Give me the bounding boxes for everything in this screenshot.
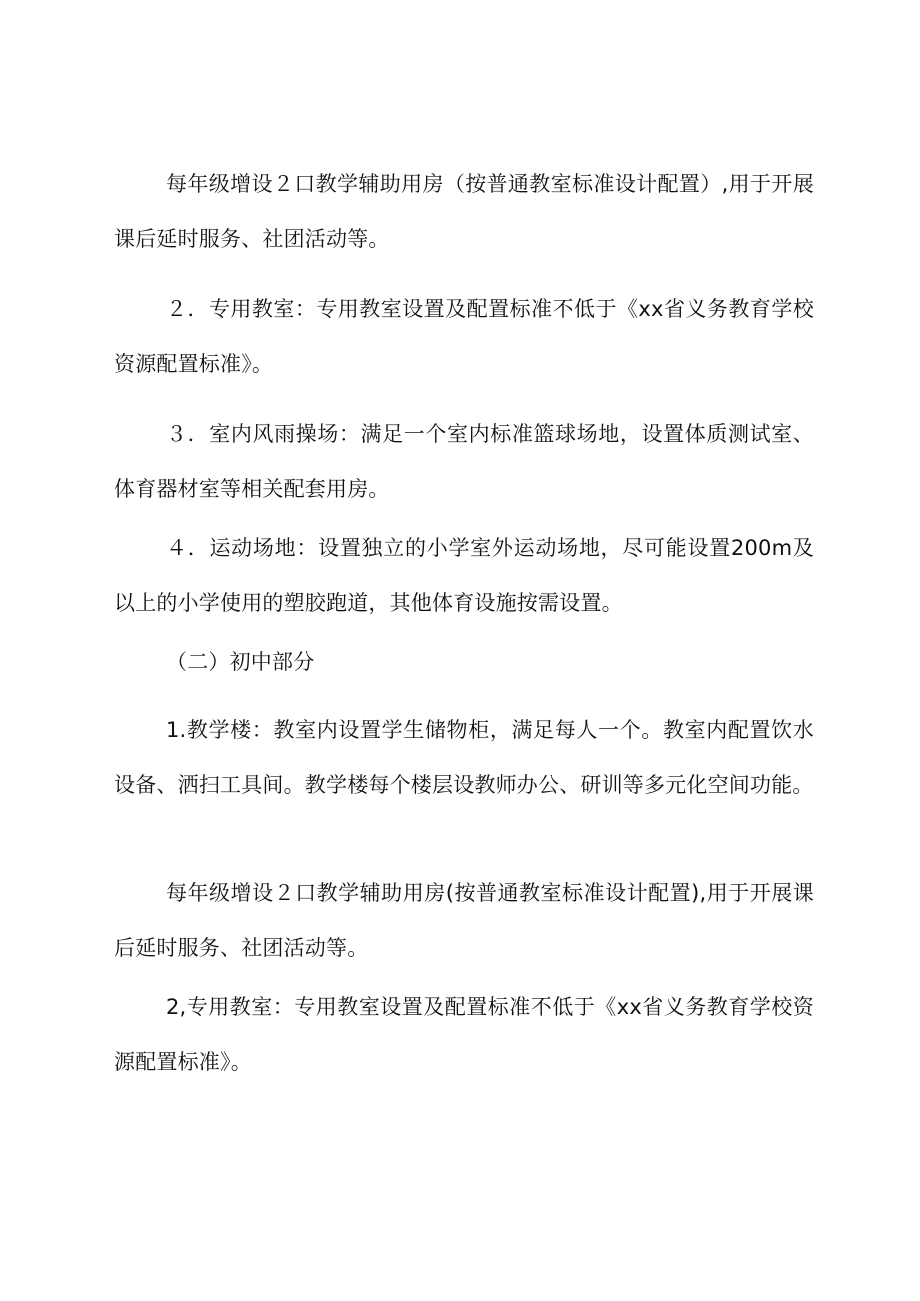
paragraph-indoor-playground: ３．室内风雨操场：满足一个室内标准篮球场地，设置体质测试室、体育器材室等相关配套用房。 xyxy=(114,422,814,501)
paragraph-sports-field: ４．运动场地：设置独立的小学室外运动场地，尽可能设置200m及以上的小学使用的塑胶跑道，其他体育设施按需设置。 xyxy=(114,536,814,615)
paragraph-junior-aux-rooms: 每年级增设２口教学辅助用房(按普通教室标准设计配置),用于开展课后延时服务、社团活动等。 xyxy=(114,881,814,960)
paragraph-primary-special-classrooms: ２．专用教室：专用教室设置及配置标准不低于《xx省义务教育学校资源配置标准》。 xyxy=(114,297,814,376)
paragraph-junior-special-classrooms: 2,专用教室：专用教室设置及配置标准不低于《xx省义务教育学校资源配置标准》。 xyxy=(114,995,814,1074)
section-heading-junior-high: （二）初中部分 xyxy=(166,650,315,674)
paragraph-teaching-building: 1.教学楼：教室内设置学生储物柜，满足每人一个。教室内配置饮水设备、洒扫工具间。教学楼每个楼层设教师办公、研训等多元化空间功能。 xyxy=(114,718,814,797)
paragraph-primary-aux-rooms: 每年级增设２口教学辅助用房（按普通教室标准设计配置）,用于开展课后延时服务、社团活动等。 xyxy=(114,172,814,251)
